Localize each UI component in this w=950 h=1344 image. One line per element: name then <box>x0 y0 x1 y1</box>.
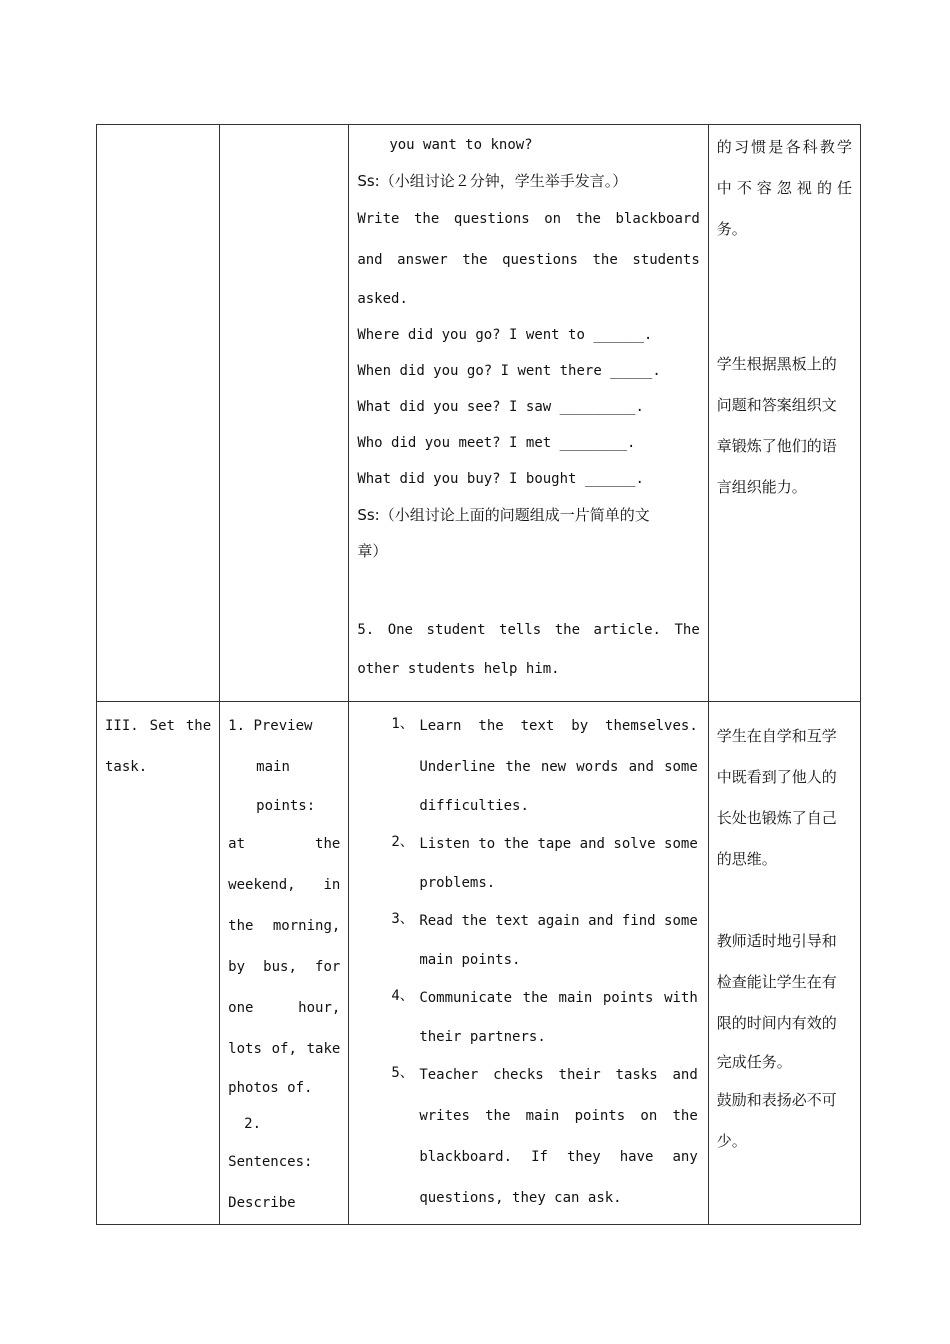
purpose-cell <box>708 125 860 702</box>
activity-line: What did you see? I saw _________. <box>357 399 644 415</box>
purpose-line: 的习惯是各科教学 <box>716 138 852 156</box>
phrase-line: one hour, <box>228 1000 341 1016</box>
phrase-line: photos of. <box>228 1080 313 1096</box>
preview-main: main <box>256 759 290 775</box>
activity-cell <box>349 125 708 702</box>
list-item-line: questions, they can ask. <box>419 1190 622 1206</box>
phrase-line: weekend, in <box>228 877 341 893</box>
list-item-line: Learn the text by themselves. <box>419 718 698 734</box>
lesson-plan-table <box>96 124 861 1225</box>
sentences-number: 2. <box>244 1116 262 1132</box>
content-cell <box>220 125 349 702</box>
step-cell <box>97 702 220 1225</box>
activity-line: you want to know? <box>389 137 533 153</box>
purpose-line: 完成任务。 <box>716 1053 792 1071</box>
list-item-line: writes the main points on the <box>419 1108 698 1124</box>
purpose-line: 的思维。 <box>716 850 777 868</box>
activity-cell <box>349 702 708 1225</box>
purpose-line: 务。 <box>716 220 747 238</box>
table-row <box>97 125 861 702</box>
purpose-line: 限的时间内有效的 <box>716 1014 837 1032</box>
step-title: III. Set the <box>105 718 212 734</box>
purpose-line: 检查能让学生在有 <box>716 973 837 991</box>
activity-line: When did you go? I went there _____. <box>357 363 661 379</box>
purpose-line: 学生根据黑板上的 <box>716 355 837 373</box>
activity-line: and answer the questions the students <box>357 252 700 268</box>
list-item: 2、 Listen to the tape and solve some problems. <box>357 824 697 901</box>
list-item-line: Communicate the main points with <box>419 990 698 1006</box>
sentences-label: Sentences: <box>228 1154 313 1170</box>
list-item: 3、 Read the text again and find some main points. <box>357 901 697 978</box>
phrase-line: by bus, for <box>228 959 341 975</box>
activity-line: Who did you meet? I met ________. <box>357 435 636 451</box>
list-item-line: main points. <box>419 952 521 968</box>
activity-line: Where did you go? I went to ______. <box>357 327 653 343</box>
list-item-line: difficulties. <box>419 798 529 814</box>
list-item-line: their partners. <box>419 1029 546 1045</box>
list-item-line: blackboard. If they have any <box>419 1149 698 1165</box>
list-item-line: problems. <box>419 875 496 891</box>
phrase-line: lots of, take <box>228 1041 341 1057</box>
activity-line: Write the questions on the blackboard <box>357 211 700 227</box>
purpose-line: 学生在自学和互学 <box>716 727 837 745</box>
content-cell <box>220 702 349 1225</box>
purpose-line: 长处也锻炼了自己 <box>716 809 837 827</box>
purpose-line: 教师适时地引导和 <box>716 932 837 950</box>
preview-heading: 1. Preview <box>228 718 313 734</box>
table-row <box>97 702 861 1225</box>
purpose-line: 章锻炼了他们的语 <box>716 437 837 455</box>
list-item-line: Underline the new words and some <box>419 759 698 775</box>
step-title: task. <box>105 759 148 775</box>
activity-line: 5. One student tells the article. The <box>357 622 700 638</box>
list-item-line: Teacher checks their tasks and <box>419 1067 698 1083</box>
purpose-line: 中不容忽视的任 <box>716 179 852 197</box>
list-item: 1、 Learn the text by themselves. Underline the new words and some difficulties. <box>357 706 697 824</box>
describe-label: Describe <box>228 1195 296 1211</box>
phrase-line: the morning, <box>228 918 341 934</box>
list-item-line: Listen to the tape and solve some <box>419 836 698 852</box>
purpose-line: 鼓励和表扬必不可 <box>716 1091 837 1109</box>
activity-line: Ss:（小组讨论２分钟，学生举手发言。） <box>357 172 628 190</box>
list-item: 5、 Teacher checks their tasks and writes the main points on the blackboard. If they have any questions, they can ask. <box>357 1055 697 1219</box>
activity-line: asked. <box>357 291 408 307</box>
activity-line: other students help him. <box>357 661 560 677</box>
purpose-line: 中既看到了他人的 <box>716 768 837 786</box>
list-item-line: Read the text again and find some <box>419 913 698 929</box>
list-item: 4、 Communicate the main points with their partners. <box>357 978 697 1055</box>
activity-line: 章） <box>357 542 388 560</box>
activity-line: Ss:（小组讨论上面的问题组成一片简单的文 <box>357 506 650 524</box>
purpose-line: 少。 <box>716 1132 747 1150</box>
purpose-cell <box>708 702 860 1225</box>
step-cell <box>97 125 220 702</box>
purpose-line: 言组织能力。 <box>716 478 807 496</box>
activity-line: What did you buy? I bought ______. <box>357 471 644 487</box>
preview-points: points: <box>256 798 316 814</box>
phrase-line: at the <box>228 836 341 852</box>
purpose-line: 问题和答案组织文 <box>716 396 837 414</box>
